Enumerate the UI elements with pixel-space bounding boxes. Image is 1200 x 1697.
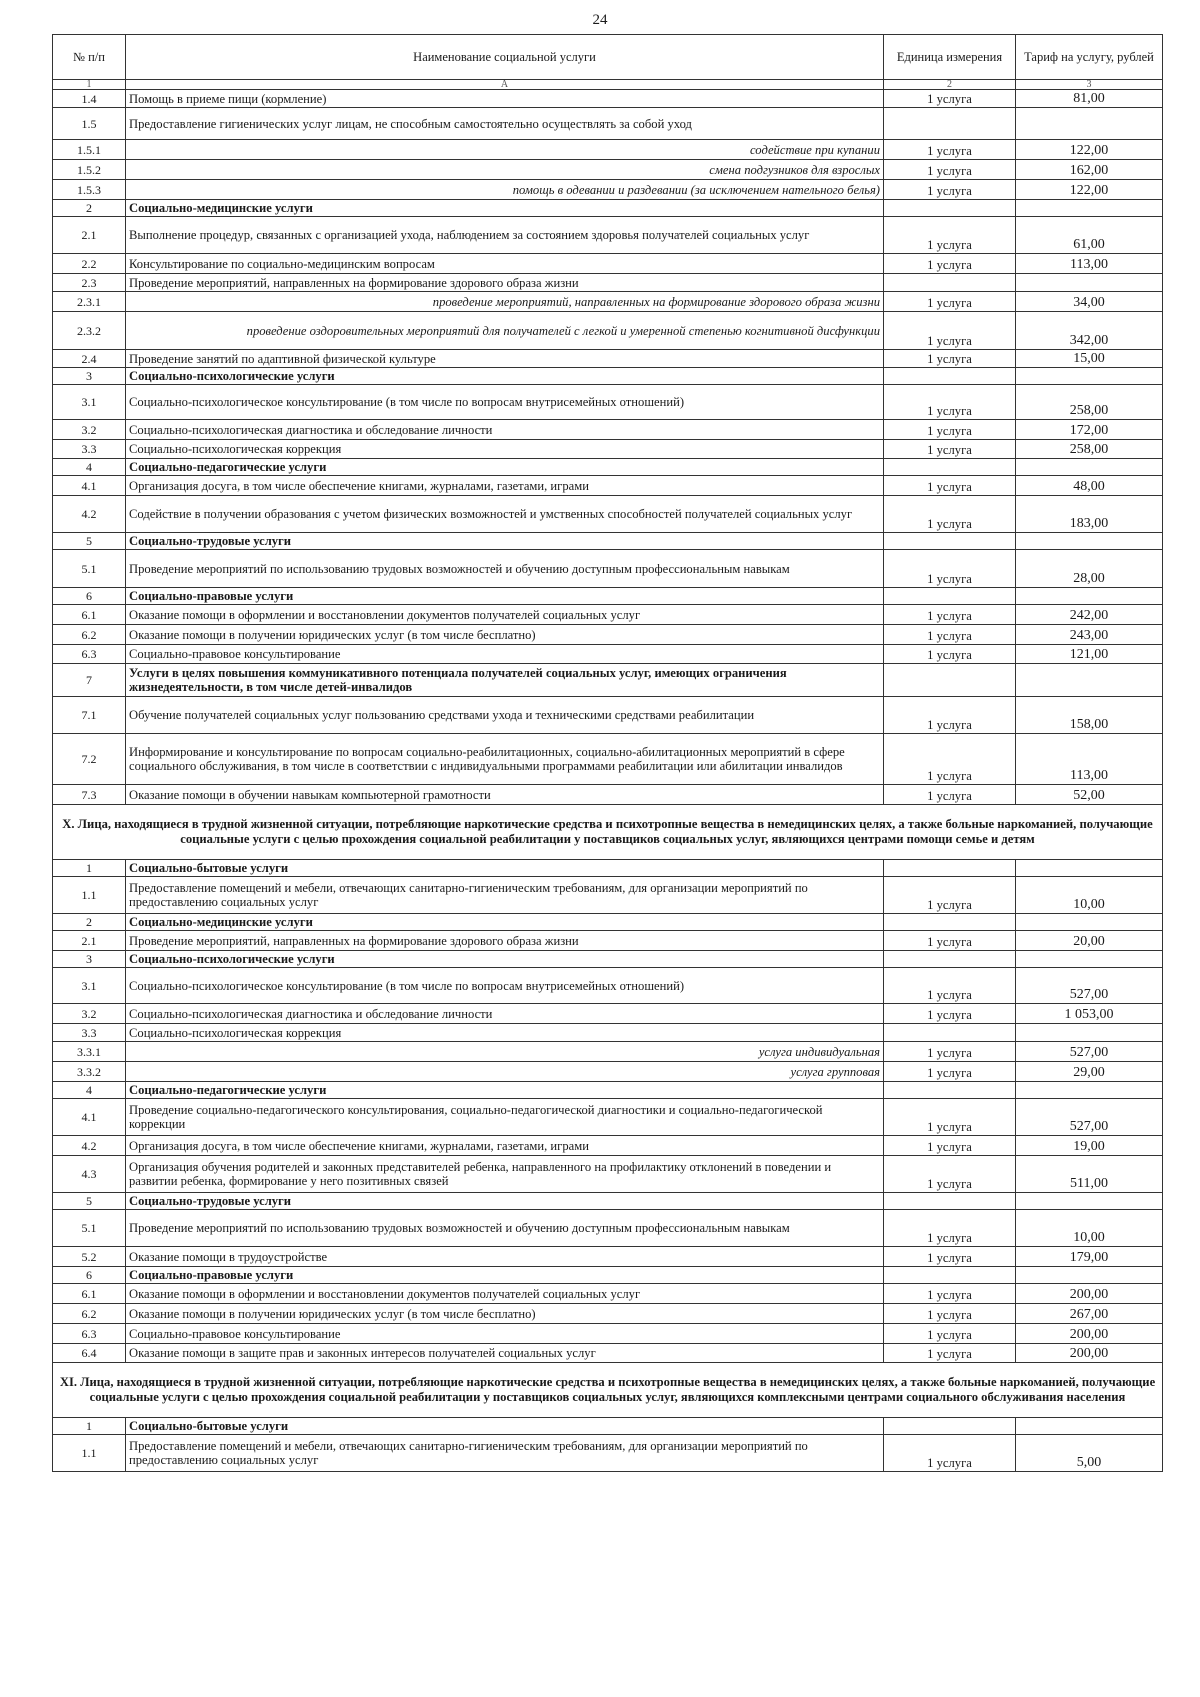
section-heading: Х. Лица, находящиеся в трудной жизненной ситуации, потребляющие наркотические средства и психотропные вещества в немедицинских целях, а также больные наркоманией, получающие социальные услуги с целью прохождения социальной реабилитации у поставщиков социальных услуг, являющихся центрами помощи семье и детям [53,805,1163,860]
service-name: смена подгузников для взрослых [126,160,884,180]
row-number: 3.1 [53,968,126,1004]
service-name: проведение мероприятий, направленных на формирование здорового образа жизни [126,292,884,312]
unit-of-measure: 1 услуга [884,420,1016,440]
category-row [53,664,1163,697]
table-row [53,550,1163,588]
table-row [53,217,1163,254]
service-name: Социально-правовые услуги [126,588,884,605]
row-number: 1.1 [53,877,126,914]
tariff-price [1016,200,1163,217]
service-name: Социально-правовое консультирование [126,1324,884,1344]
unit-of-measure: 1 услуга [884,1156,1016,1193]
table-row [53,420,1163,440]
service-name: Оказание помощи в трудоустройстве [126,1247,884,1267]
tariff-price: 179,00 [1016,1247,1163,1267]
category-row [53,951,1163,968]
service-name: Организация досуга, в том числе обеспечение книгами, журналами, газетами, играми [126,1136,884,1156]
service-name: содействие при купании [126,140,884,160]
row-number: 6.4 [53,1344,126,1363]
service-name: Помощь в приеме пищи (кормление) [126,90,884,108]
tariff-price: 28,00 [1016,550,1163,588]
tariff-price: 19,00 [1016,1136,1163,1156]
unit-of-measure [884,951,1016,968]
header-name: Наименование социальной услуги [126,35,884,80]
unit-of-measure: 1 услуга [884,496,1016,533]
tariff-price [1016,1193,1163,1210]
tariff-price: 122,00 [1016,140,1163,160]
unit-of-measure [884,664,1016,697]
service-name: Проведение мероприятий по использованию трудовых возможностей и обучению доступным профессиональным навыкам [126,1210,884,1247]
row-number: 4.1 [53,1099,126,1136]
service-name: Проведение занятий по адаптивной физической культуре [126,350,884,368]
unit-of-measure: 1 услуга [884,1099,1016,1136]
unit-of-measure: 1 услуга [884,1435,1016,1472]
unit-of-measure: 1 услуга [884,1062,1016,1082]
subitem-row [53,292,1163,312]
table-row [53,1156,1163,1193]
subitem-row [53,1042,1163,1062]
tariff-price: 34,00 [1016,292,1163,312]
row-number: 4.2 [53,496,126,533]
tariff-price: 183,00 [1016,496,1163,533]
service-name: Организация досуга, в том числе обеспечение книгами, журналами, газетами, играми [126,476,884,496]
service-name: Социально-трудовые услуги [126,1193,884,1210]
table-row [53,1435,1163,1472]
row-number: 2.2 [53,254,126,274]
table-row [53,1210,1163,1247]
header-unit: Единица измерения [884,35,1016,80]
unit-of-measure: 1 услуга [884,1210,1016,1247]
service-name: Предоставление гигиенических услуг лицам, не способным самостоятельно осуществлять за собой уход [126,108,884,140]
row-number: 1 [53,860,126,877]
table-row [53,1247,1163,1267]
row-number: 3.1 [53,385,126,420]
unit-of-measure: 1 услуга [884,931,1016,951]
category-row [53,1418,1163,1435]
tariff-price: 122,00 [1016,180,1163,200]
service-name: Информирование и консультирование по вопросам социально-реабилитационных, социально-абилитационных мероприятий в сфере социального обслуживания, в том числе в соответствии с индивидуальными программами реабилитации или абилитации инвалидов [126,734,884,785]
row-number: 5 [53,1193,126,1210]
column-index-row [53,80,1163,90]
tariff-price [1016,459,1163,476]
service-name: Социально-педагогические услуги [126,459,884,476]
category-row [53,1193,1163,1210]
unit-of-measure: 1 услуга [884,605,1016,625]
tariff-price: 342,00 [1016,312,1163,350]
row-number: 6.2 [53,1304,126,1324]
section-heading: XI. Лица, находящиеся в трудной жизненной ситуации, потребляющие наркотические средства и психотропные вещества в немедицинских целях, а также больные наркоманией, получающие социальные услуги с целью прохождения социальной реабилитации у поставщиков социальных услуг, являющихся комплексными центрами социального обслуживания населения [53,1363,1163,1418]
service-name: Социально-психологическая диагностика и обследование личности [126,1004,884,1024]
unit-of-measure [884,108,1016,140]
row-number: 6.1 [53,605,126,625]
row-number: 5.1 [53,550,126,588]
unit-of-measure [884,459,1016,476]
tariff-price: 527,00 [1016,1099,1163,1136]
table-row [53,645,1163,664]
unit-of-measure [884,588,1016,605]
unit-of-measure [884,533,1016,550]
subitem-row [53,140,1163,160]
table-row [53,350,1163,368]
unit-of-measure: 1 услуга [884,90,1016,108]
service-name: Оказание помощи в оформлении и восстановлении документов получателей социальных услуг [126,605,884,625]
row-number: 4.1 [53,476,126,496]
section-heading-row [53,1363,1163,1418]
service-name: Услуги в целях повышения коммуникативного потенциала получателей социальных услуг, имеющих ограничения жизнедеятельности, в том числе детей-инвалидов [126,664,884,697]
table-row [53,1136,1163,1156]
tariff-price: 113,00 [1016,734,1163,785]
service-name: Социально-правовое консультирование [126,645,884,664]
table-row [53,254,1163,274]
category-row [53,459,1163,476]
row-number: 7.3 [53,785,126,805]
service-name: Социально-трудовые услуги [126,533,884,550]
table-row [53,1004,1163,1024]
row-number: 2.4 [53,350,126,368]
tariff-price: 52,00 [1016,785,1163,805]
subitem-row [53,1062,1163,1082]
service-name: Социально-педагогические услуги [126,1082,884,1099]
table-row [53,734,1163,785]
row-number: 2.3 [53,274,126,292]
tariff-price: 200,00 [1016,1344,1163,1363]
row-number: 3.3.1 [53,1042,126,1062]
unit-of-measure: 1 услуга [884,877,1016,914]
row-number: 2.3.1 [53,292,126,312]
row-number: 1.5.2 [53,160,126,180]
row-number: 3 [53,368,126,385]
table-row [53,108,1163,140]
table-header-row [53,35,1163,80]
unit-of-measure: 1 услуга [884,1004,1016,1024]
category-row [53,200,1163,217]
unit-of-measure: 1 услуга [884,625,1016,645]
tariff-price: 48,00 [1016,476,1163,496]
unit-of-measure: 1 услуга [884,476,1016,496]
unit-of-measure: 1 услуга [884,217,1016,254]
row-number: 6.3 [53,645,126,664]
index-cell: 1 [53,80,126,90]
section-heading-row [53,805,1163,860]
row-number: 4 [53,1082,126,1099]
unit-of-measure [884,1082,1016,1099]
tariff-price [1016,951,1163,968]
subitem-row [53,312,1163,350]
service-name: Обучение получателей социальных услуг пользованию средствами ухода и техническими средствами реабилитации [126,697,884,734]
row-number: 2 [53,914,126,931]
unit-of-measure: 1 услуга [884,1247,1016,1267]
unit-of-measure: 1 услуга [884,180,1016,200]
category-row [53,914,1163,931]
tariff-price [1016,664,1163,697]
service-name: Проведение социально-педагогического консультирования, социально-педагогической диагностики и социально-педагогической коррекции [126,1099,884,1136]
service-name: Предоставление помещений и мебели, отвечающих санитарно-гигиеническим требованиям, для организации мероприятий по предоставлению социальных услуг [126,877,884,914]
service-name: Социально-психологические услуги [126,368,884,385]
unit-of-measure: 1 услуга [884,292,1016,312]
category-row [53,860,1163,877]
tariff-price: 61,00 [1016,217,1163,254]
row-number: 6 [53,1267,126,1284]
row-number: 2.3.2 [53,312,126,350]
index-cell: 3 [1016,80,1163,90]
tariff-price [1016,1267,1163,1284]
table-row [53,877,1163,914]
row-number: 1.1 [53,1435,126,1472]
tariff-price: 200,00 [1016,1284,1163,1304]
service-name: Выполнение процедур, связанных с организацией ухода, наблюдением за состоянием здоровья получателей социальных услуг [126,217,884,254]
service-name: Социально-правовые услуги [126,1267,884,1284]
tariff-price: 10,00 [1016,1210,1163,1247]
table-row [53,697,1163,734]
service-name: Социально-психологическая диагностика и обследование личности [126,420,884,440]
tariff-table-container [52,34,1162,1472]
row-number: 2 [53,200,126,217]
unit-of-measure: 1 услуга [884,350,1016,368]
tariff-price: 242,00 [1016,605,1163,625]
table-row [53,1324,1163,1344]
unit-of-measure: 1 услуга [884,1284,1016,1304]
row-number: 7.2 [53,734,126,785]
service-name: Оказание помощи в получении юридических услуг (в том числе бесплатно) [126,1304,884,1324]
unit-of-measure: 1 услуга [884,440,1016,459]
category-row [53,1267,1163,1284]
tariff-price: 158,00 [1016,697,1163,734]
unit-of-measure [884,914,1016,931]
service-name: Оказание помощи в получении юридических услуг (в том числе бесплатно) [126,625,884,645]
unit-of-measure: 1 услуга [884,140,1016,160]
unit-of-measure: 1 услуга [884,160,1016,180]
row-number: 7 [53,664,126,697]
index-cell: 2 [884,80,1016,90]
service-name: Оказание помощи в оформлении и восстановлении документов получателей социальных услуг [126,1284,884,1304]
unit-of-measure: 1 услуга [884,734,1016,785]
service-name: Социально-бытовые услуги [126,860,884,877]
table-row [53,274,1163,292]
row-number: 4.2 [53,1136,126,1156]
service-name: Социально-психологическое консультирование (в том числе по вопросам внутрисемейных отношений) [126,968,884,1004]
unit-of-measure [884,860,1016,877]
service-name: Социально-медицинские услуги [126,200,884,217]
tariff-price: 527,00 [1016,968,1163,1004]
tariff-price: 81,00 [1016,90,1163,108]
unit-of-measure: 1 услуга [884,254,1016,274]
unit-of-measure: 1 услуга [884,1304,1016,1324]
row-number: 3 [53,951,126,968]
tariff-price [1016,914,1163,931]
unit-of-measure: 1 услуга [884,1324,1016,1344]
tariff-price [1016,108,1163,140]
unit-of-measure [884,1267,1016,1284]
service-name: Проведение мероприятий, направленных на формирование здорового образа жизни [126,274,884,292]
table-row [53,1344,1163,1363]
table-row [53,605,1163,625]
table-body [53,90,1163,1472]
subitem-row [53,180,1163,200]
row-number: 5.2 [53,1247,126,1267]
row-number: 2.1 [53,931,126,951]
service-name: Организация обучения родителей и законных представителей ребенка, направленного на профилактику отклонений в поведении и развитии ребенка, формирование у него позитивных связей [126,1156,884,1193]
unit-of-measure: 1 услуга [884,385,1016,420]
service-name: Социально-бытовые услуги [126,1418,884,1435]
service-name: Оказание помощи в обучении навыкам компьютерной грамотности [126,785,884,805]
table-row [53,625,1163,645]
tariff-price [1016,588,1163,605]
service-name: Социально-психологическое консультирование (в том числе по вопросам внутрисемейных отношений) [126,385,884,420]
table-row [53,440,1163,459]
page-number: 24 [592,12,608,28]
table-row [53,1284,1163,1304]
tariff-price: 1 053,00 [1016,1004,1163,1024]
service-name: Социально-психологическая коррекция [126,1024,884,1042]
service-name: услуга индивидуальная [126,1042,884,1062]
table-row [53,968,1163,1004]
table-row [53,931,1163,951]
unit-of-measure: 1 услуга [884,1136,1016,1156]
category-row [53,533,1163,550]
unit-of-measure: 1 услуга [884,645,1016,664]
row-number: 7.1 [53,697,126,734]
table-row [53,1024,1163,1042]
row-number: 6.1 [53,1284,126,1304]
tariff-price: 258,00 [1016,385,1163,420]
unit-of-measure: 1 услуга [884,1344,1016,1363]
unit-of-measure: 1 услуга [884,1042,1016,1062]
unit-of-measure: 1 услуга [884,550,1016,588]
unit-of-measure [884,368,1016,385]
row-number: 1.4 [53,90,126,108]
tariff-price: 243,00 [1016,625,1163,645]
tariff-price: 5,00 [1016,1435,1163,1472]
tariff-price [1016,274,1163,292]
tariff-price: 15,00 [1016,350,1163,368]
tariff-price: 258,00 [1016,440,1163,459]
row-number: 6.2 [53,625,126,645]
row-number: 4 [53,459,126,476]
row-number: 1 [53,1418,126,1435]
service-name: Проведение мероприятий, направленных на формирование здорового образа жизни [126,931,884,951]
unit-of-measure [884,1193,1016,1210]
row-number: 3.3 [53,440,126,459]
service-name: Социально-психологическая коррекция [126,440,884,459]
service-name: Содействие в получении образования с учетом физических возможностей и умственных способностей получателей социальных услуг [126,496,884,533]
row-number: 1.5.3 [53,180,126,200]
tariff-price: 113,00 [1016,254,1163,274]
row-number: 3.3.2 [53,1062,126,1082]
tariff-price [1016,860,1163,877]
tariff-table [52,34,1163,1472]
service-name: проведение оздоровительных мероприятий для получателей с легкой и умеренной степенью когнитивной дисфункции [126,312,884,350]
table-row [53,1099,1163,1136]
tariff-price: 511,00 [1016,1156,1163,1193]
tariff-price [1016,1024,1163,1042]
row-number: 3.2 [53,1004,126,1024]
row-number: 3.2 [53,420,126,440]
row-number: 1.5.1 [53,140,126,160]
row-number: 6 [53,588,126,605]
table-row [53,785,1163,805]
table-row [53,90,1163,108]
tariff-price: 200,00 [1016,1324,1163,1344]
tariff-price: 121,00 [1016,645,1163,664]
unit-of-measure: 1 услуга [884,312,1016,350]
tariff-price [1016,533,1163,550]
tariff-price: 29,00 [1016,1062,1163,1082]
table-row [53,496,1163,533]
tariff-price: 267,00 [1016,1304,1163,1324]
category-row [53,368,1163,385]
unit-of-measure: 1 услуга [884,968,1016,1004]
category-row [53,588,1163,605]
unit-of-measure [884,1024,1016,1042]
service-name: Проведение мероприятий по использованию трудовых возможностей и обучению доступным профессиональным навыкам [126,550,884,588]
row-number: 3.3 [53,1024,126,1042]
row-number: 5 [53,533,126,550]
row-number: 1.5 [53,108,126,140]
unit-of-measure [884,200,1016,217]
tariff-price: 10,00 [1016,877,1163,914]
unit-of-measure: 1 услуга [884,785,1016,805]
row-number: 2.1 [53,217,126,254]
row-number: 4.3 [53,1156,126,1193]
tariff-price [1016,1418,1163,1435]
table-row [53,1304,1163,1324]
service-name: Консультирование по социально-медицинским вопросам [126,254,884,274]
service-name: Социально-психологические услуги [126,951,884,968]
service-name: Оказание помощи в защите прав и законных интересов получателей социальных услуг [126,1344,884,1363]
header-num: № п/п [53,35,126,80]
service-name: Предоставление помещений и мебели, отвечающих санитарно-гигиеническим требованиям, для организации мероприятий по предоставлению социальных услуг [126,1435,884,1472]
service-name: услуга групповая [126,1062,884,1082]
unit-of-measure [884,1418,1016,1435]
tariff-price [1016,368,1163,385]
row-number: 5.1 [53,1210,126,1247]
row-number: 6.3 [53,1324,126,1344]
category-row [53,1082,1163,1099]
tariff-price: 527,00 [1016,1042,1163,1062]
table-row [53,385,1163,420]
unit-of-measure [884,274,1016,292]
unit-of-measure: 1 услуга [884,697,1016,734]
tariff-price: 162,00 [1016,160,1163,180]
index-cell: А [126,80,884,90]
tariff-price [1016,1082,1163,1099]
tariff-price: 20,00 [1016,931,1163,951]
header-price: Тариф на услугу, рублей [1016,35,1163,80]
service-name: помощь в одевании и раздевании (за исключением нательного белья) [126,180,884,200]
subitem-row [53,160,1163,180]
table-row [53,476,1163,496]
service-name: Социально-медицинские услуги [126,914,884,931]
tariff-price: 172,00 [1016,420,1163,440]
